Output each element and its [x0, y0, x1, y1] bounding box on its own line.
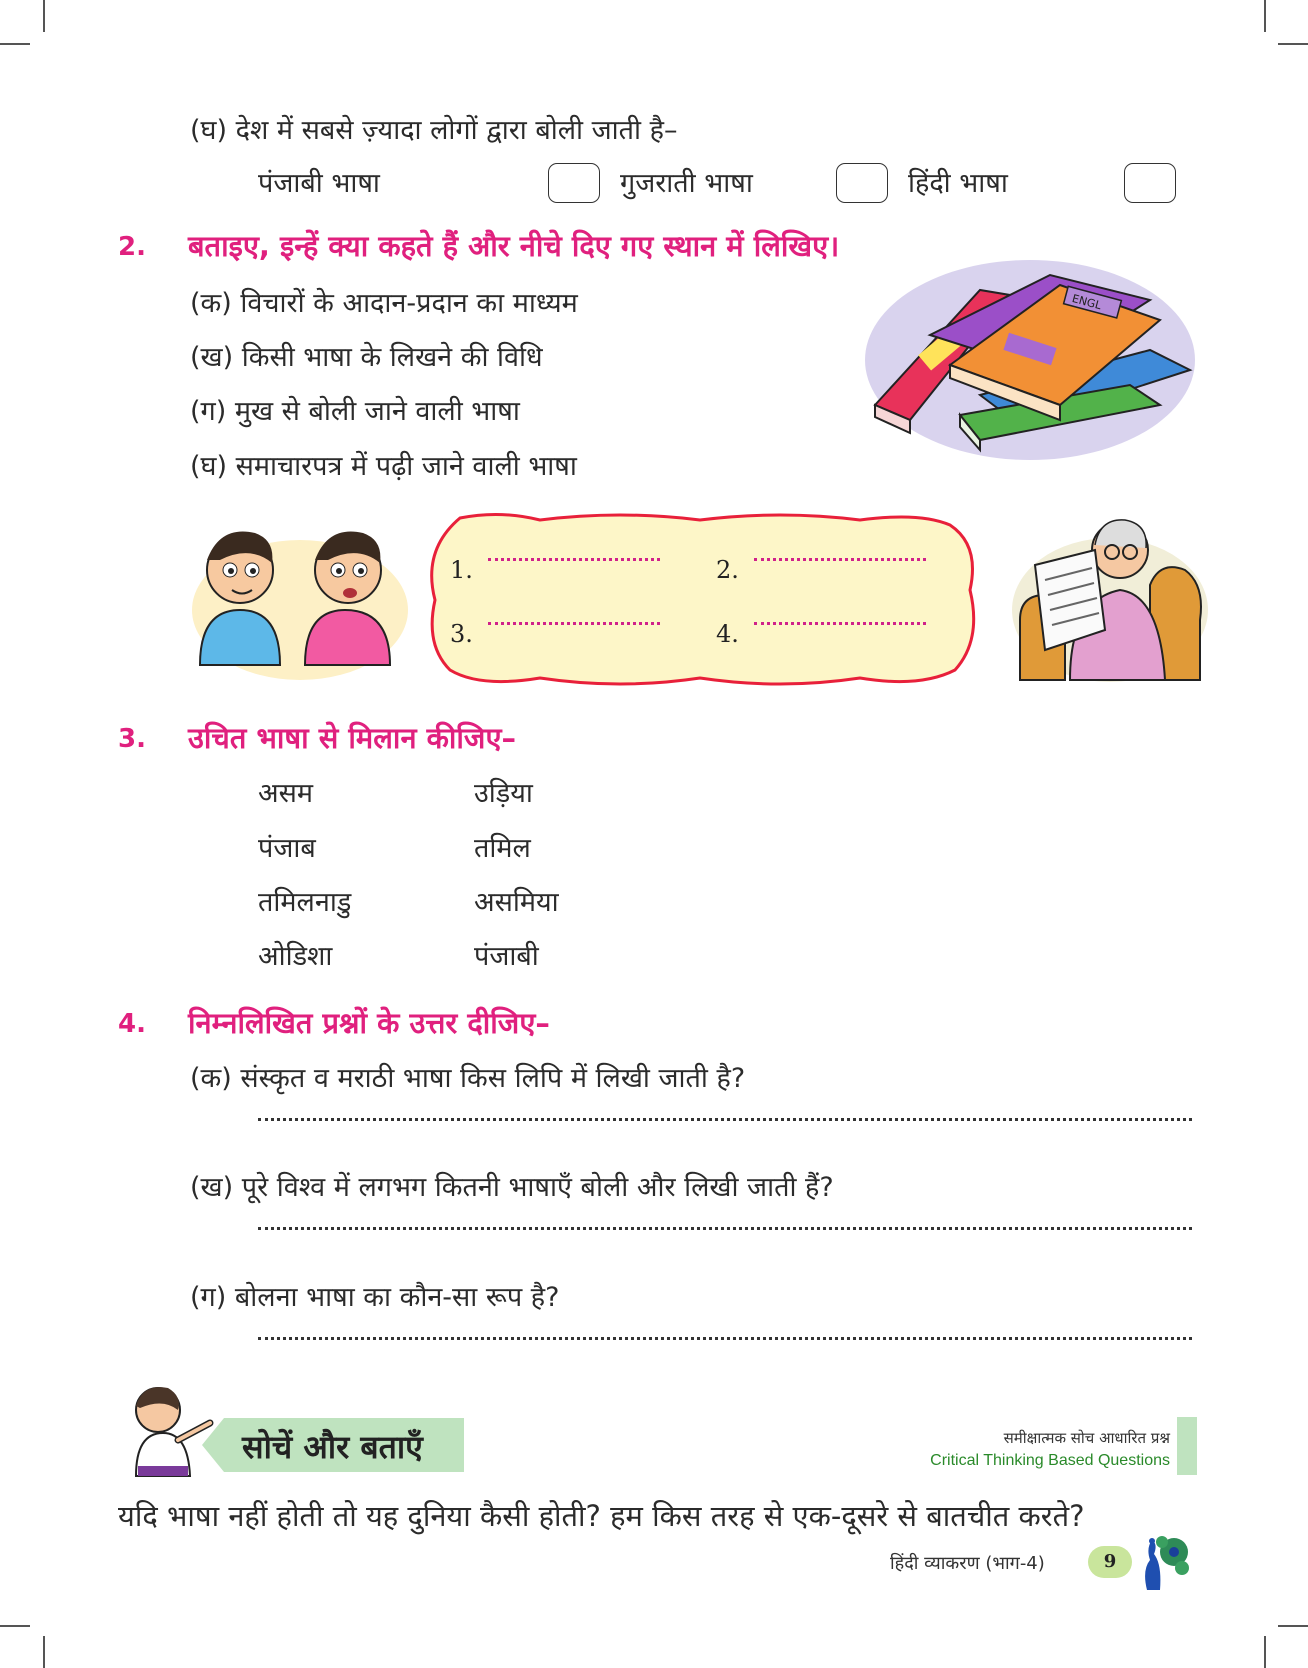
answer-label-2: 2. — [716, 556, 739, 584]
crop-mark — [43, 0, 45, 32]
q2-item-1: (क) विचारों के आदान-प्रदान का माध्यम — [190, 288, 578, 319]
answer-blank-4[interactable] — [754, 622, 926, 625]
q1d-checkbox-1[interactable] — [548, 163, 600, 203]
q4-item-1: (क) संस्कृत व मराठी भाषा किस लिपि में लिखी जाती है? — [190, 1063, 746, 1094]
books-illustration — [860, 245, 1200, 465]
q4-item-3: (ग) बोलना भाषा का कौन-सा रूप है? — [190, 1282, 560, 1313]
page-number: 9 — [1088, 1546, 1132, 1578]
q2-item-3: (ग) मुख से बोली जाने वाली भाषा — [190, 396, 520, 427]
q4-item-2: (ख) पूरे विश्व में लगभग कितनी भाषाएँ बोली और लिखी जाती हैं? — [190, 1172, 834, 1203]
boys-illustration — [190, 515, 410, 680]
q3-left-4: ओडिशा — [258, 941, 333, 972]
q4-title: निम्नलिखित प्रश्नों के उत्तर दीजिए– — [188, 1006, 550, 1040]
think-tag-bar — [1177, 1417, 1197, 1475]
q3-right-1: उड़िया — [474, 778, 533, 809]
q3-left-3: तमिलनाडु — [258, 887, 352, 918]
q1d-option-3: हिंदी भाषा — [908, 168, 1008, 199]
q3-left-1: असम — [258, 778, 314, 809]
q4-number: 4. — [118, 1009, 146, 1039]
footer-book-title: हिंदी व्याकरण (भाग-4) — [890, 1553, 1045, 1574]
answer-label-1: 1. — [450, 556, 473, 584]
answer-label-3: 3. — [450, 620, 473, 648]
crop-mark — [1278, 1625, 1308, 1627]
q2-number: 2. — [118, 232, 146, 262]
crop-mark — [1264, 0, 1266, 32]
q3-right-2: तमिल — [474, 833, 531, 864]
answer-blank-3[interactable] — [488, 622, 660, 625]
crop-mark — [1278, 43, 1308, 45]
answer-bubble — [420, 510, 985, 690]
think-tag-english: Critical Thinking Based Questions — [930, 1452, 1170, 1469]
answer-blank-1[interactable] — [488, 558, 660, 561]
q3-right-4: पंजाबी — [474, 941, 539, 972]
peacock-icon — [1132, 1530, 1190, 1592]
grandfather-reading-illustration — [1010, 510, 1210, 685]
crop-mark — [43, 1636, 45, 1668]
q3-right-3: असमिया — [474, 887, 559, 918]
think-banner-title: सोचें और बताएँ — [242, 1428, 423, 1466]
crop-mark — [0, 1625, 30, 1627]
book-label: ENGL — [1070, 291, 1103, 313]
think-question: यदि भाषा नहीं होती तो यह दुनिया कैसी होती? हम किस तरह से एक-दूसरे से बातचीत करते? — [118, 1499, 1085, 1533]
q1d-checkbox-3[interactable] — [1124, 163, 1176, 203]
answer-label-4: 4. — [716, 620, 739, 648]
q4-answer-line-1[interactable] — [258, 1118, 1192, 1121]
q3-left-2: पंजाब — [258, 833, 316, 864]
q1d-option-2: गुजराती भाषा — [620, 168, 753, 199]
q1d-checkbox-2[interactable] — [836, 163, 888, 203]
q2-title: बताइए, इन्हें क्या कहते हैं और नीचे दिए गए स्थान में लिखिए। — [188, 229, 840, 263]
crop-mark — [1264, 1636, 1266, 1668]
q2-item-4: (घ) समाचारपत्र में पढ़ी जाने वाली भाषा — [190, 451, 577, 482]
q1d-prompt: (घ) देश में सबसे ज़्यादा लोगों द्वारा बोली जाती है– — [190, 115, 678, 146]
q2-item-2: (ख) किसी भाषा के लिखने की विधि — [190, 342, 543, 373]
crop-mark — [0, 43, 30, 45]
q1d-option-1: पंजाबी भाषा — [258, 168, 380, 199]
think-tag-hindi: समीक्षात्मक सोच आधारित प्रश्न — [1003, 1429, 1170, 1447]
q4-answer-line-2[interactable] — [258, 1227, 1192, 1230]
q3-title: उचित भाषा से मिलान कीजिए– — [188, 721, 516, 755]
q3-number: 3. — [118, 724, 146, 754]
answer-blank-2[interactable] — [754, 558, 926, 561]
q4-answer-line-3[interactable] — [258, 1337, 1192, 1340]
